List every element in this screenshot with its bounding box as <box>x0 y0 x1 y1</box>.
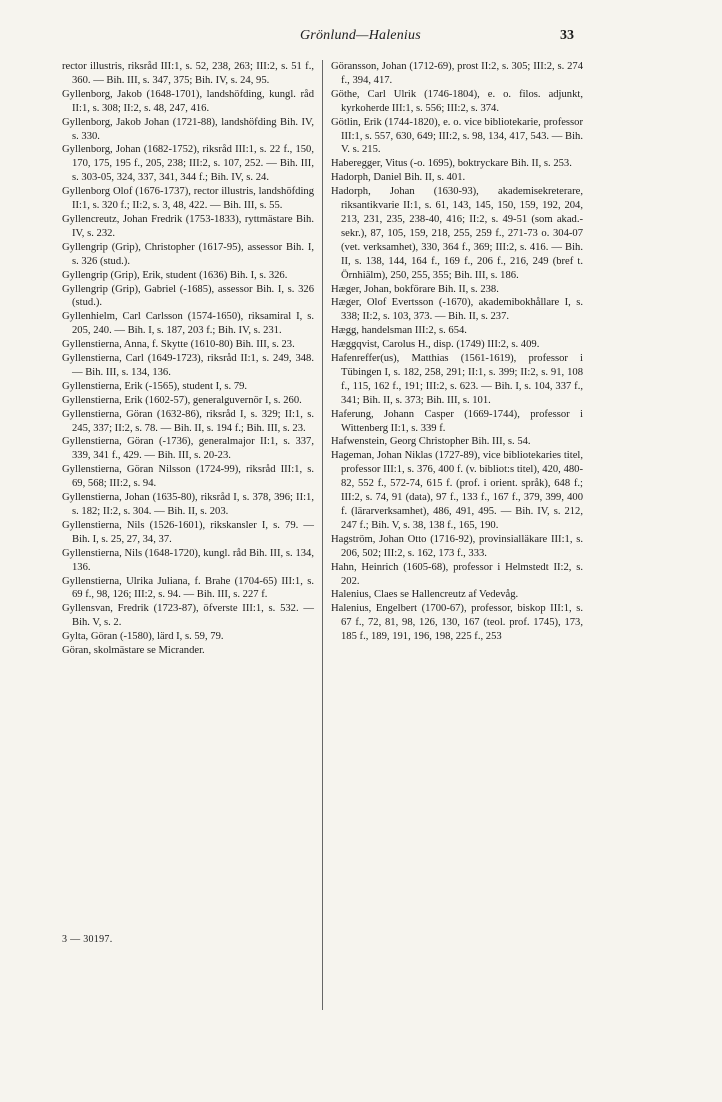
index-entry: Göransson, Johan (1712-69), prost II:2, s. 305; III:2, s. 274 f., 394, 417. <box>331 61 583 86</box>
index-entry: Gyllenhielm, Carl Carlsson (1574-1650), riksamiral I, s. 205, 240. — Bih. I, s. 187, 203 f.; Bih. IV, s. 231. <box>62 311 314 337</box>
index-entry: Hæger, Johan, bokförare Bih. II, s. 238. <box>331 283 499 295</box>
index-entry: Gyllengrip (Grip), Gabriel (-1685), assessor Bih. I, s. 326 (stud.). <box>62 283 314 309</box>
right-column <box>322 60 583 1010</box>
index-entry: Hafwenstein, Georg Christopher Bih. III, s. 54. <box>331 436 531 448</box>
index-entry: Gyllenstierna, Erik (1602-57), generalguvernör I, s. 260. <box>62 394 302 406</box>
index-entry: Halenius, Claes se Hallencreutz af Vedevåg. <box>331 589 519 601</box>
index-entry: Hæggqvist, Carolus H., disp. (1749) III:2, s. 409. <box>331 339 540 351</box>
index-entry: Gyllengrip (Grip), Erik, student (1636) Bih. I, s. 326. <box>62 269 288 281</box>
index-columns <box>62 60 587 1010</box>
index-entry: Gyllenborg Olof (1676-1737), rector illustris, landshöfding II:1, s. 320 f.; II:2, s. 3, 48, 422. — Bih. III, s. 55. <box>62 186 314 212</box>
index-entry: Gyllenstierna, Erik (-1565), student I, s. 79. <box>62 380 248 392</box>
index-entry: Haferung, Johann Casper (1669-1744), professor i Wittenberg II:1, s. 339 f. <box>331 408 583 434</box>
index-entry: Haberegger, Vitus (-o. 1695), boktryckare Bih. II, s. 253. <box>331 158 572 170</box>
index-entry: Gyllenborg, Jakob Johan (1721-88), landshöfding Bih. IV, s. 330. <box>62 116 314 142</box>
index-entry: Hadorph, Johan (1630-93), akademisekreterare, riksantikvarie II:1, s. 61, 143, 145, 150, 159, 192, 204, 213, 231, 235, 238-40, 416; II:2, s. 49-51 (som akad.-sekr.), 87, 105, 159, 218, 255, 259 f., 271-73 o. 304-07 (vet. verksamhet), 330, 364 f., 369; III:2, s. 416. — Bih. II, s. 138, 144, 164 f., 169 f., 206 f., 216, 249 (bref t. Örnhiälm), 250, 255, 355; Bih. III, s. 186. <box>331 186 583 281</box>
index-entry: Gyllenstierna, Anna, f. Skytte (1610-80) Bih. III, s. 23. <box>62 339 295 351</box>
index-entry: Gyllenborg, Johan (1682-1752), riksråd III:1, s. 22 f., 150, 170, 175, 195 f., 205, 238; III:2, s. 107, 252. — Bih. III, s. 303-05, 324, 337, 341, 344 f.; Bih. IV, s. 24. <box>62 144 314 184</box>
index-entry: Gyllenstierna, Göran (-1736), generalmajor II:1, s. 337, 339, 341 f., 429. — Bih. III, s. 20-23. <box>62 436 314 462</box>
index-entry: Hafenreffer(us), Matthias (1561-1619), professor i Tübingen I, s. 182, 258, 291; II:1, s. 399; II:2, s. 91, 108 f., 115, 162 f., 191; III:2, s. 623. — Bih. I, s. 104, 337 f., 341; Bih. II, s. 373; Bih. III, s. 101. <box>331 353 583 406</box>
index-entry: Götlin, Erik (1744-1820), e. o. vice bibliotekarie, professor III:1, s. 557, 630, 649; III:2, s. 98, 134, 417, 543. — Bih. V. s. 215. <box>331 116 583 156</box>
index-entry: Hageman, Johan Niklas (1727-89), vice bibliotekaries titel, professor III:1, s. 376, 400 f. (v. bibliot:s titel), 420, 480-82, 552 f., 572-74, 615 f. (prof. i orient. språk), 648 f.; III:2, s. 74, 91 (data), 97 f., 133 f., 167 f., 379, 399, 400 f. (lärarverksamhet), 486, 491, 495. — Bih. IV, s. 212, 247 f.; Bih. V, s. 38, 138 f., 165, 190. <box>331 450 583 531</box>
index-entry: Gyllenborg, Jakob (1648-1701), landshöfding, kungl. råd II:1, s. 308; II:2, s. 48, 247, 416. <box>62 88 314 114</box>
page-header <box>60 26 572 50</box>
left-column <box>62 60 322 1010</box>
index-entry: Gylta, Göran (-1580), lärd I, s. 59, 79. <box>62 631 224 643</box>
index-entry: Göran, skolmästare se Micrander. <box>62 645 205 657</box>
index-entry: Gyllenstierna, Carl (1649-1723), riksråd II:1, s. 249, 348. — Bih. III, s. 134, 136. <box>62 353 314 378</box>
index-entry: Gyllengrip (Grip), Christopher (1617-95), assessor Bih. I, s. 326 (stud.). <box>62 241 314 267</box>
index-entry: Gyllensvan, Fredrik (1723-87), öfverste III:1, s. 532. — Bih. V, s. 2. <box>62 603 314 629</box>
index-entry: Gyllenstierna, Göran Nilsson (1724-99), riksråd III:1, s. 69, 568; III:2, s. 94. <box>62 464 314 490</box>
index-entry: Gyllencreutz, Johan Fredrik (1753-1833), ryttmästare Bih. IV, s. 232. <box>62 213 314 239</box>
page-number: 33 <box>560 28 574 43</box>
index-entry: rector illustris, riksråd III:1, s. 52, 238, 263; III:2, s. 51 f., 360. — Bih. III, s. 347, 375; Bih. IV, s. 24, 95. <box>62 61 314 86</box>
index-entry: Halenius, Engelbert (1700-67), professor, biskop III:1, s. 67 f., 72, 81, 98, 126, 130, 167 (teol. prof. 1745), 173, 185 f., 189, 191, 196, 198, 225 f., 253 <box>331 603 583 643</box>
index-entry: Hægg, handelsman III:2, s. 654. <box>331 325 467 337</box>
printer-signature: 3 — 30197. <box>62 934 113 945</box>
running-head: Grönlund—Halenius <box>300 28 421 43</box>
index-entry: Hahn, Heinrich (1605-68), professor i Helmstedt II:2, s. 202. <box>331 561 583 587</box>
index-entry: Hagström, Johan Otto (1716-92), provinsialläkare III:1, s. 206, 502; III:2, s. 162, 173 f., 333. <box>331 533 583 559</box>
index-entry: Gyllenstierna, Nils (1648-1720), kungl. råd Bih. III, s. 134, 136. <box>62 547 314 573</box>
index-entry: Gyllenstierna, Johan (1635-80), riksråd I, s. 378, 396; II:1, s. 182; II:2, s. 304. — Bih. II, s. 203. <box>62 492 314 517</box>
index-entry: Göthe, Carl Ulrik (1746-1804), e. o. filos. adjunkt, kyrkoherde III:1, s. 556; III:2, s. 374. <box>331 88 583 114</box>
index-entry: Gyllenstierna, Ulrika Juliana, f. Brahe (1704-65) III:1, s. 69 f., 98, 126; III:2, s. 94. — Bih. III, s. 227 f. <box>62 575 314 601</box>
index-entry: Hæger, Olof Evertsson (-1670), akademibokhållare I, s. 338; II:2, s. 103, 373. — Bih. II, s. 237. <box>331 297 583 323</box>
index-entry: Gyllenstierna, Göran (1632-86), riksråd I, s. 329; II:1, s. 245, 337; II:2, s. 78. — Bih. II, s. 194 f.; Bih. III, s. 23. <box>62 408 314 434</box>
index-entry: Gyllenstierna, Nils (1526-1601), rikskansler I, s. 79. — Bih. I, s. 25, 27, 34, 37. <box>62 519 314 545</box>
index-entry: Hadorph, Daniel Bih. II, s. 401. <box>331 172 466 184</box>
